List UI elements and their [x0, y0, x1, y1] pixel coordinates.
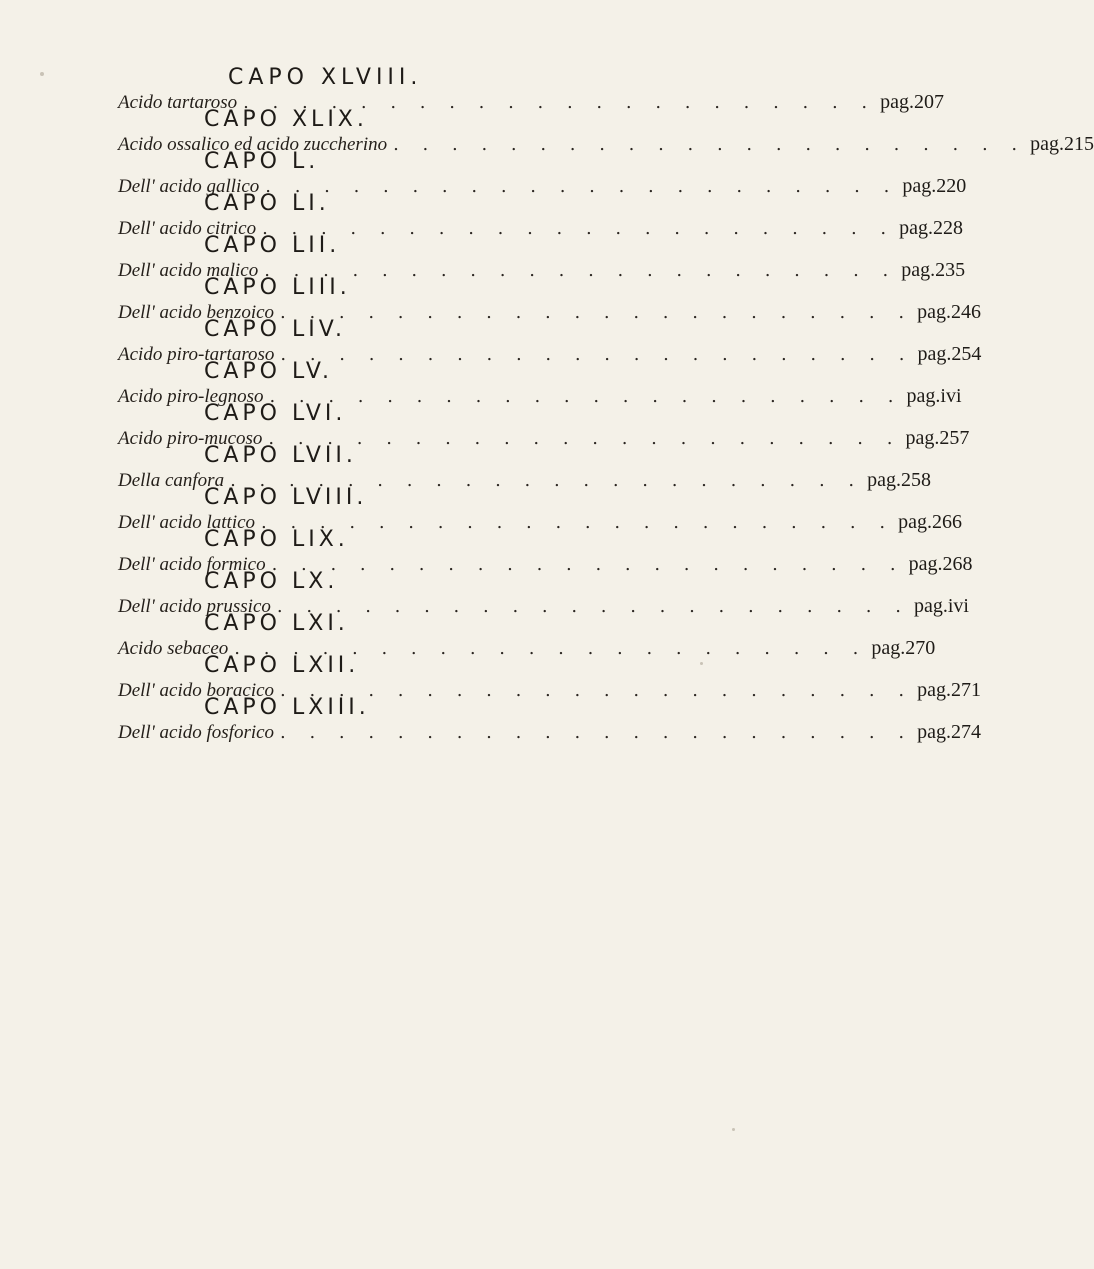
page-abbrev: pag.	[1030, 133, 1065, 155]
chapter-entry	[118, 317, 982, 365]
chapter-entry	[118, 65, 945, 113]
page-abbrev: pag.	[867, 469, 902, 491]
chapter-entry	[118, 611, 936, 659]
chapter-heading: CAPO LIV.	[204, 317, 346, 342]
chapter-heading: CAPO L.	[204, 149, 320, 174]
dot-leader: . . . . . . . . . . . . . . . . . . . . . .	[271, 554, 905, 575]
chapter-heading: CAPO LXII.	[204, 653, 360, 678]
chapter-title: Dell' acido citrico	[118, 218, 257, 239]
page-number: 270	[905, 637, 936, 659]
chapter-title: Acido tartaroso	[118, 92, 238, 113]
page-number: 266	[931, 511, 962, 533]
chapter-title: Dell' acido lattico	[118, 512, 256, 533]
page-number: 268	[942, 553, 973, 575]
chapter-title: Acido piro-legnoso	[118, 386, 264, 407]
page-number: 274	[950, 721, 981, 743]
chapter-entry	[118, 695, 981, 743]
page-number: 220	[936, 175, 967, 197]
chapter-heading: CAPO LI.	[204, 191, 330, 216]
page-number: 257	[939, 427, 970, 449]
chapter-heading: CAPO LXIII.	[204, 695, 370, 720]
page-abbrev: pag.	[902, 175, 937, 197]
chapter-entry	[118, 359, 962, 407]
chapter-title: Dell' acido boracico	[118, 680, 275, 701]
page-number: ivi	[940, 385, 962, 407]
page-abbrev: pag.	[880, 91, 915, 113]
dot-leader: . . . . . . . . . . . . . . . . . . . . . .	[269, 386, 903, 407]
page-abbrev: pag.	[917, 343, 952, 365]
chapter-heading: CAPO LIX.	[204, 527, 349, 552]
chapter-title: Dell' acido malico	[118, 260, 259, 281]
page-number: 246	[950, 301, 981, 323]
chapter-heading: CAPO LVIII.	[204, 485, 368, 510]
paper-speck	[40, 72, 44, 76]
page-abbrev: pag.	[901, 259, 936, 281]
page-number: 215	[1064, 133, 1094, 155]
chapter-title: Acido piro-tartaroso	[118, 344, 275, 365]
page-number: 254	[951, 343, 982, 365]
table-of-contents	[118, 65, 1094, 743]
chapter-heading: CAPO LV.	[204, 359, 334, 384]
page-number: 235	[935, 259, 966, 281]
chapter-title: Dell' acido formico	[118, 554, 266, 575]
page-number: 258	[901, 469, 932, 491]
chapter-title: Dell' acido benzoico	[118, 302, 275, 323]
page-number: 271	[950, 679, 981, 701]
page-number: ivi	[947, 595, 969, 617]
chapter-entry	[118, 191, 964, 239]
page-abbrev: pag.	[917, 679, 951, 701]
chapter-title: Della canfora	[118, 470, 225, 491]
chapter-title: Dell' acido fosforico	[118, 722, 275, 743]
dot-leader: . . . . . . . . . . . . . . . . . . . . . .	[265, 176, 899, 197]
chapter-heading: CAPO LXI.	[204, 611, 349, 636]
page-abbrev: pag.	[899, 217, 934, 239]
paper-speck	[732, 1128, 735, 1131]
dot-leader: . . . . . . . . . . . . . . . . . . . . . .	[264, 260, 898, 281]
chapter-title: Acido ossalico ed acido zuccherino	[118, 134, 388, 155]
chapter-heading: CAPO LX.	[204, 569, 339, 594]
page-abbrev: pag.	[871, 637, 906, 659]
chapter-entry	[118, 149, 967, 197]
chapter-entry	[118, 233, 966, 281]
dot-leader: . . . . . . . . . . . . . . . . . . . . . .	[280, 344, 914, 365]
dot-leader: . . . . . . . . . . . . . . . . . . . . . .	[280, 680, 914, 701]
dot-leader: . . . . . . . . . . . . . . . . . . . . . .	[230, 470, 864, 491]
chapter-heading: CAPO XLVIII.	[228, 65, 423, 90]
dot-leader: . . . . . . . . . . . . . . . . . . . . . .	[276, 596, 910, 617]
chapter-title: Dell' acido prussico	[118, 596, 271, 617]
page-abbrev: pag.	[905, 427, 940, 449]
chapter-entry	[118, 485, 962, 533]
chapter-heading: CAPO XLIX.	[204, 107, 368, 132]
chapter-heading: CAPO LVI.	[204, 401, 347, 426]
paper-speck	[700, 662, 703, 665]
chapter-entry	[118, 443, 932, 491]
chapter-entry	[118, 527, 973, 575]
page-abbrev: pag.	[906, 385, 941, 407]
page-abbrev: pag.	[917, 301, 951, 323]
chapter-title: Acido piro-mucoso	[118, 428, 263, 449]
page-abbrev: pag.	[913, 595, 948, 617]
chapter-heading: CAPO LIII.	[204, 275, 351, 300]
page-number: 228	[933, 217, 964, 239]
dot-leader: . . . . . . . . . . . . . . . . . . . . . .	[261, 512, 895, 533]
chapter-title: Dell' acido gallico	[118, 176, 260, 197]
dot-leader: . . . . . . . . . . . . . . . . . . . . . .	[393, 134, 1027, 155]
chapter-heading: CAPO LVII.	[204, 443, 357, 468]
chapter-heading: CAPO LII.	[204, 233, 341, 258]
chapter-entry	[118, 401, 970, 449]
page-number: 207	[914, 91, 945, 113]
dot-leader: . . . . . . . . . . . . . . . . . . . . . .	[268, 428, 902, 449]
chapter-title: Acido sebaceo	[118, 638, 229, 659]
chapter-entry	[118, 275, 981, 323]
chapter-entry	[118, 653, 981, 701]
dot-leader: . . . . . . . . . . . . . . . . . . . . . .	[262, 218, 896, 239]
chapter-entry	[118, 107, 1094, 155]
chapter-entry	[118, 569, 969, 617]
page-abbrev: pag.	[917, 721, 951, 743]
page-abbrev: pag.	[898, 511, 932, 533]
dot-leader: . . . . . . . . . . . . . . . . . . . . . .	[280, 722, 914, 743]
dot-leader: . . . . . . . . . . . . . . . . . . . . . .	[243, 92, 877, 113]
page-abbrev: pag.	[908, 553, 943, 575]
dot-leader: . . . . . . . . . . . . . . . . . . . . . .	[234, 638, 868, 659]
toc-line	[118, 720, 981, 744]
dot-leader: . . . . . . . . . . . . . . . . . . . . . .	[280, 302, 914, 323]
